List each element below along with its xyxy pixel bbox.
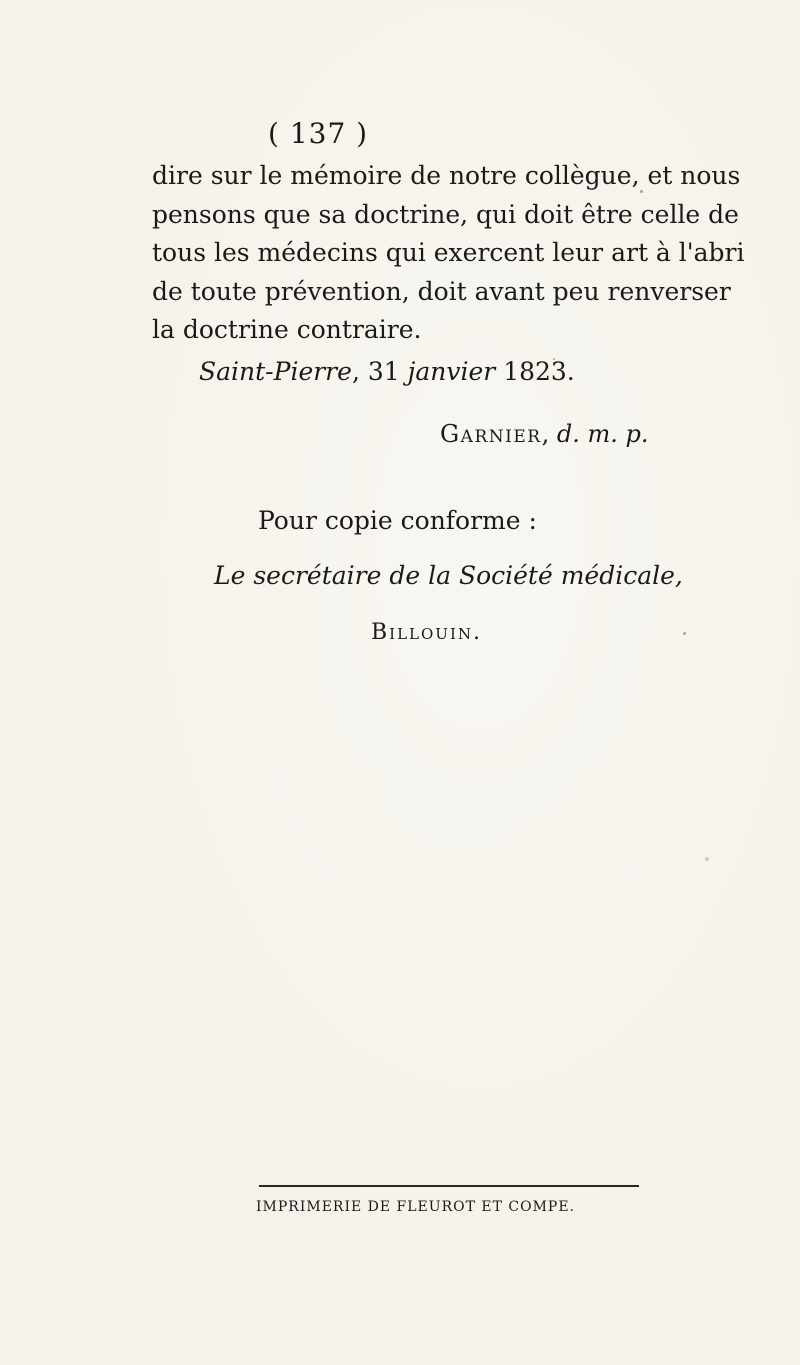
paper-speck: [705, 857, 709, 861]
divider-rule: [259, 1185, 639, 1187]
printer-imprint: IMPRIMERIE DE FLEUROT ET COMPE.: [256, 1199, 576, 1215]
paragraph-line: de toute prévention, doit avant peu renverser: [152, 276, 731, 306]
certification-line: Pour copie conforme :: [258, 506, 537, 535]
signature: Garnier, d. m. p.: [440, 420, 649, 448]
dateline-place: Saint-Pierre: [199, 357, 352, 386]
paragraph-line: pensons que sa doctrine, qui doit être celle de: [152, 199, 739, 229]
dateline-month: janvier: [407, 357, 496, 386]
signature-title: d. m. p.: [556, 420, 649, 448]
paragraph-line: dire sur le mémoire de notre collègue, et nous: [152, 161, 741, 190]
dateline-year: 1823.: [503, 357, 575, 386]
paper-speck: [553, 358, 555, 360]
dateline-day: 31: [367, 357, 400, 386]
page-number: ( 137 ): [268, 117, 369, 150]
paragraph-line: la doctrine contraire.: [152, 315, 422, 344]
signature-name: Garnier: [440, 420, 542, 448]
dateline: Saint-Pierre, 31 janvier 1823.: [199, 357, 575, 386]
secretary-title: Le secrétaire de la Société médicale,: [214, 561, 683, 590]
paper-speck: [683, 632, 686, 635]
paper-speck: [640, 190, 643, 193]
paragraph-line: tous les médecins qui exercent leur art à l'abri: [152, 238, 745, 267]
secretary-name: Billouin.: [371, 620, 482, 645]
body-paragraph: [152, 157, 745, 350]
